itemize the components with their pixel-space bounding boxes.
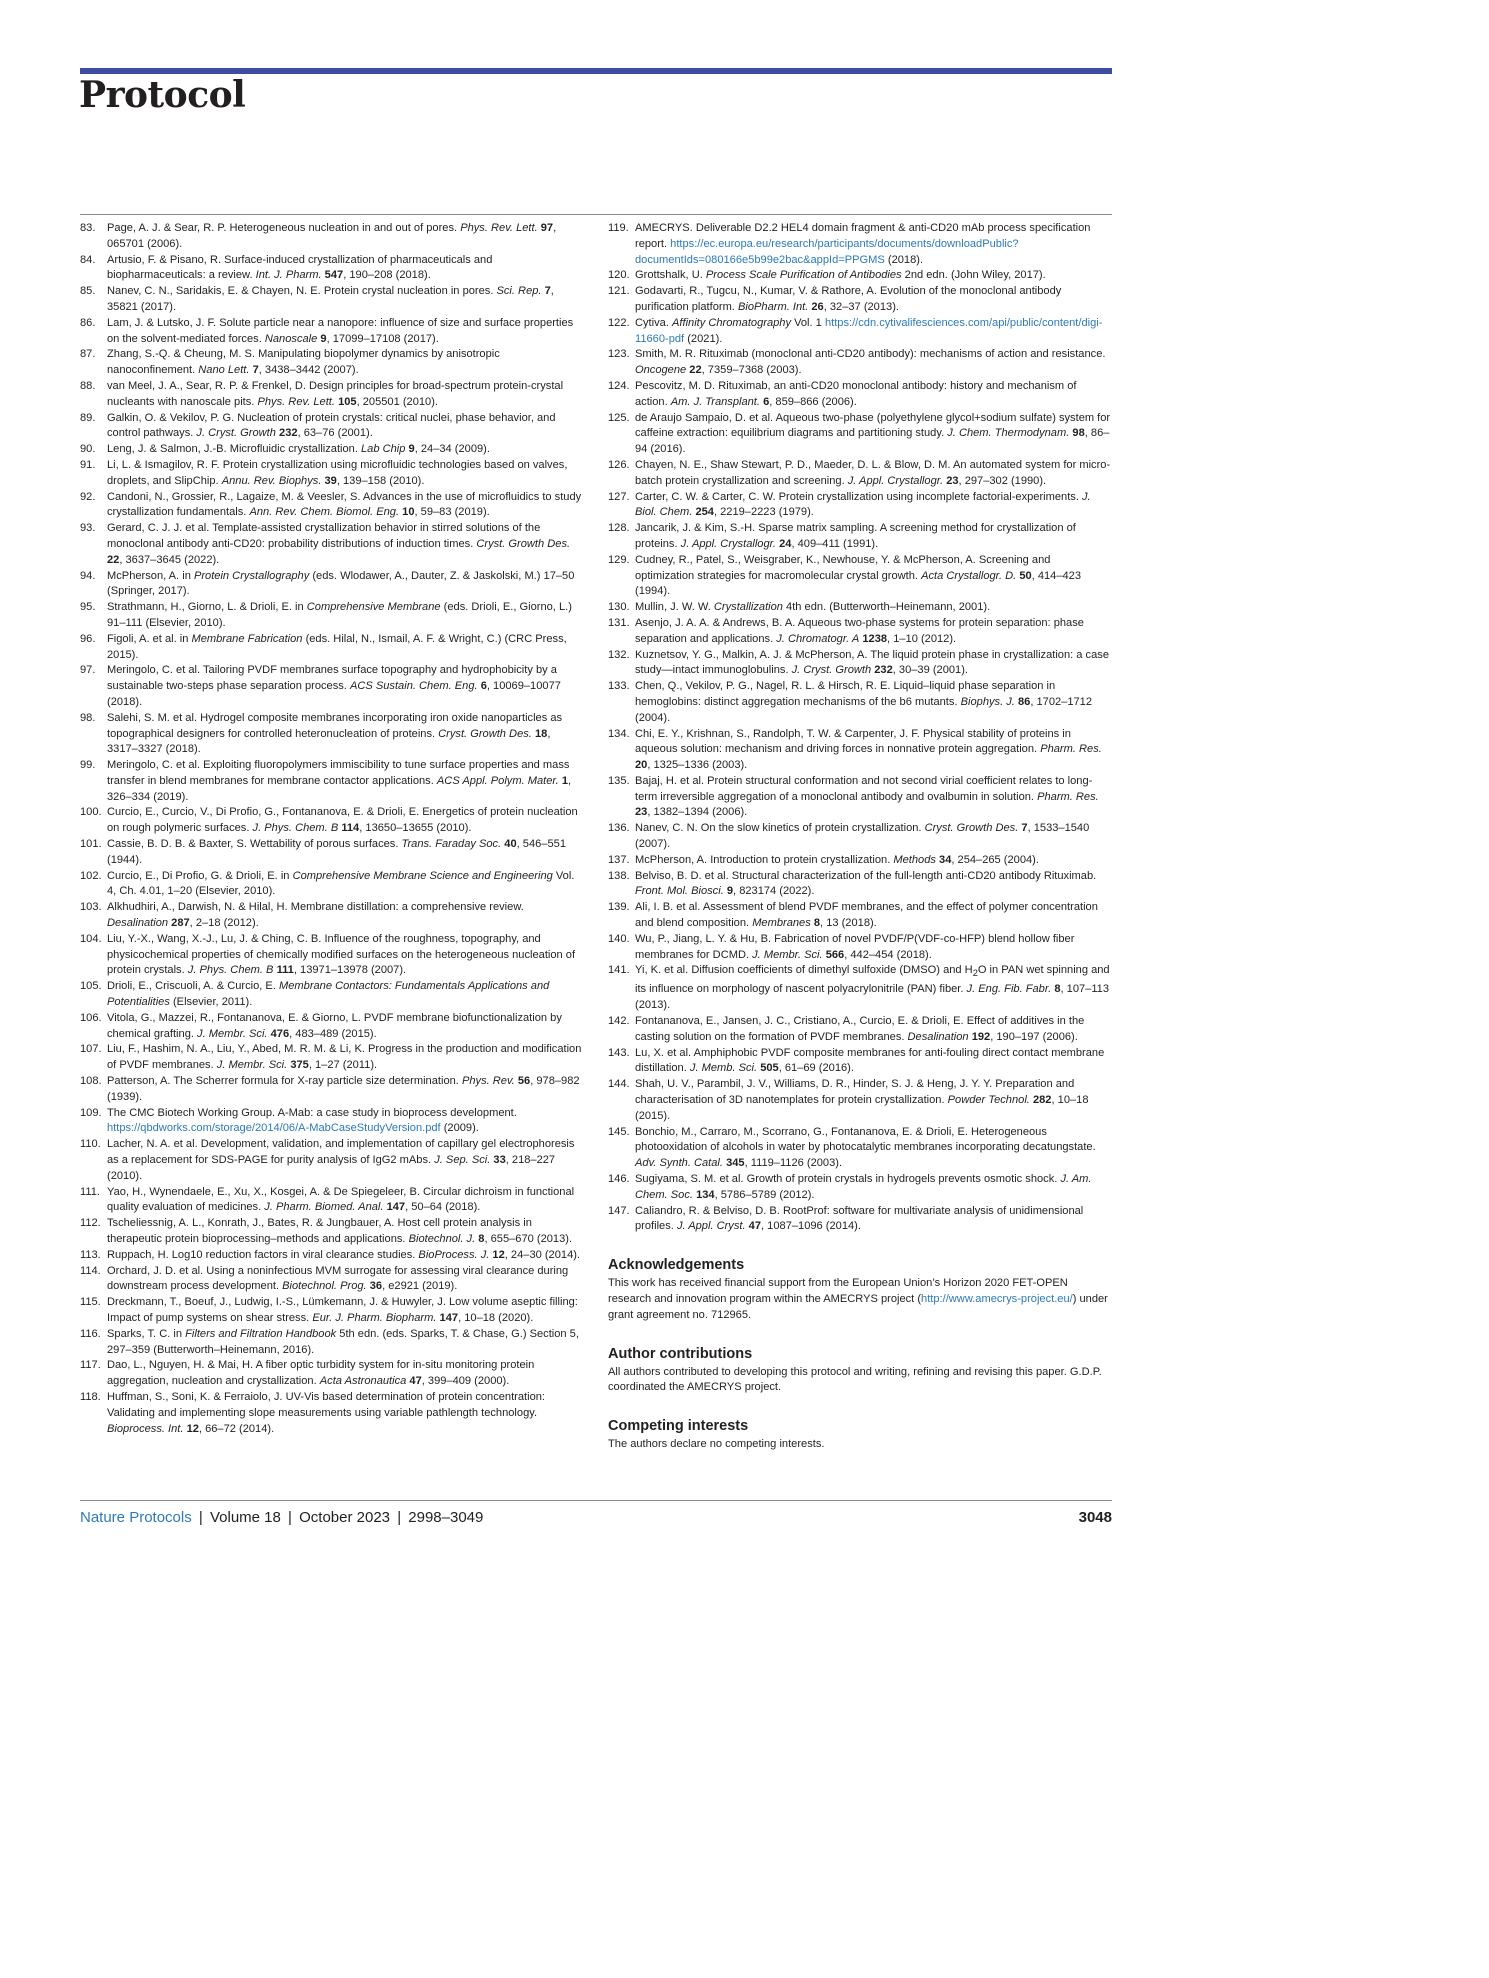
reference-item: [80, 347, 582, 379]
reference-item: [608, 869, 1112, 901]
author-contributions-section: [608, 1345, 1112, 1397]
top-divider: [80, 214, 1112, 215]
footer-volume: Volume 18: [209, 1509, 281, 1526]
reference-number: 99.: [80, 759, 96, 772]
reference-number: 97.: [80, 664, 96, 677]
references-right-column: [608, 221, 1112, 1453]
reference-url-link[interactable]: https://cdn.cytivalifesciences.com/api/public/content/digi-11660-pdf: [635, 316, 1103, 345]
reference-item: [608, 727, 1112, 774]
reference-number: 111.: [80, 1185, 100, 1198]
reference-number: 93.: [80, 522, 96, 535]
reference-text: Curcio, E., Curcio, V., Di Profio, G., Fontananova, E. & Drioli, E. Energetics of protein nucleation on rough polymeric surfaces. J. Phys. Chem. B 114, 13650–13655 (2010).: [107, 806, 578, 835]
reference-number: 146.: [608, 1173, 630, 1186]
reference-text: Carter, C. W. & Carter, C. W. Protein crystallization using incomplete factorial-experiments. J. Biol. Chem. 254, 2219–2223 (1979).: [635, 490, 1091, 519]
reference-number: 101.: [80, 838, 102, 851]
reference-text: Smith, M. R. Rituximab (monoclonal anti-CD20 antibody): mechanisms of action and resistance. Oncogene 22, 7359–7368 (2003).: [635, 348, 1106, 377]
reference-item: [80, 521, 582, 568]
reference-text: Belviso, B. D. et al. Structural characterization of the full-length anti-CD20 antibody Rituximab. Front. Mol. Biosci. 9, 823174 (2022).: [635, 869, 1097, 898]
reference-text: Sugiyama, S. M. et al. Growth of protein crystals in hydrogels prevents osmotic shock. J. Am. Chem. Soc. 134, 5786–5789 (2012).: [635, 1173, 1092, 1201]
reference-item: [608, 284, 1112, 316]
reference-item: [608, 1125, 1112, 1172]
reference-number: 105.: [80, 980, 102, 993]
reference-number: 126.: [608, 458, 630, 471]
reference-number: 87.: [80, 348, 96, 361]
reference-item: [608, 458, 1112, 490]
reference-number: 130.: [608, 601, 630, 614]
reference-number: 138.: [608, 869, 630, 882]
reference-text: Lacher, N. A. et al. Development, validation, and implementation of capillary gel electrophoresis as a replacement for SDS-PAGE for purity analysis of IgG2 mAbs. J. Sep. Sci. 33, 218–227 (2010).: [107, 1138, 575, 1182]
reference-number: 90.: [80, 443, 96, 456]
reference-item: [608, 490, 1112, 522]
reference-number: 107.: [80, 1043, 102, 1056]
reference-text: Chayen, N. E., Shaw Stewart, P. D., Maeder, D. L. & Blow, D. M. An automated system for micro-batch protein crystallization and screening. J. Appl. Crystallogr. 23, 297–302 (1990).: [635, 458, 1111, 487]
reference-item: [80, 1390, 582, 1437]
reference-item: [80, 253, 582, 285]
reference-text: Yi, K. et al. Diffusion coefficients of dimethyl sulfoxide (DMSO) and $H_2O$ in PAN wet spinning and its influence on morphology of nascent polyacrylonitrile (PAN) fiber. J. Eng. Fib. Fabr. 8, 107–113 (2013).: [635, 964, 1110, 1012]
reference-url-link[interactable]: https://qbdworks.com/storage/2014/06/A-MabCaseStudyVersion.pdf: [107, 1122, 441, 1135]
reference-item: [80, 758, 582, 805]
reference-text: McPherson, A. Introduction to protein crystallization. Methods 34, 254–265 (2004).: [635, 853, 1039, 866]
reference-text: Tscheliessnig, A. L., Konrath, J., Bates, R. & Jungbauer, A. Host cell protein analysis in therapeutic protein bioprocessing–methods and applications. Biotechnol. J. 8, 655–670 (2013).: [107, 1217, 573, 1245]
reference-number: 139.: [608, 901, 630, 914]
reference-item: [80, 900, 582, 932]
reference-number: 119.: [608, 222, 629, 234]
footer-citation: [80, 1509, 483, 1526]
reference-text: Zhang, S.-Q. & Cheung, M. S. Manipulating biopolymer dynamics by anisotropic nanoconfinement. Nano Lett. 7, 3438–3442 (2007).: [107, 348, 500, 377]
reference-item: [80, 1137, 582, 1184]
reference-item: [608, 600, 1112, 616]
reference-number: 89.: [80, 411, 96, 424]
reference-text: Nanev, C. N., Saridakis, E. & Chayen, N. E. Protein crystal nucleation in pores. Sci. Rep. 7, 35821 (2017).: [107, 285, 554, 313]
reference-number: 143.: [608, 1046, 630, 1059]
reference-number: 121.: [608, 285, 630, 298]
footer-separator: |: [288, 1509, 292, 1526]
reference-text: Page, A. J. & Sear, R. P. Heterogeneous nucleation in and out of pores. Phys. Rev. Lett. 97, 065701 (2006).: [107, 222, 557, 250]
reference-item: [608, 932, 1112, 964]
reference-item: [80, 1264, 582, 1296]
reference-item: [608, 268, 1112, 284]
reference-text: Caliandro, R. & Belviso, D. B. RootProf: software for multivariate analysis of unidimensional profiles. J. Appl. Cryst. 47, 1087–1096 (2014).: [635, 1204, 1084, 1233]
reference-item: [80, 490, 582, 522]
reference-text: Chi, E. Y., Krishnan, S., Randolph, T. W. & Carpenter, J. F. Physical stability of proteins in aqueous solution: mechanism and driving forces in nonnative protein aggregation. Pharm. Res. 20, 1325–1336 (2003).: [635, 727, 1102, 772]
reference-number: 122.: [608, 316, 630, 329]
reference-number: 86.: [80, 316, 96, 329]
reference-text: Liu, F., Hashim, N. A., Liu, Y., Abed, M. R. M. & Li, K. Progress in the production and modification of PVDF membranes. J. Membr. Sci. 375, 1–27 (2011).: [107, 1043, 582, 1072]
reference-text: Sparks, T. C. in Filters and Filtration Handbook 5th edn. (eds. Sparks, T. & Chase, G.) Section 5, 297–359 (Butterworth–Heinemann, 2016).: [107, 1327, 579, 1356]
reference-item: [608, 1172, 1112, 1204]
reference-number: 132.: [608, 648, 630, 661]
footer-separator: |: [397, 1509, 402, 1526]
reference-number: 116.: [80, 1327, 101, 1340]
reference-text: Jancarik, J. & Kim, S.-H. Sparse matrix sampling. A screening method for crystallization of proteins. J. Appl. Crystallogr. 24, 409–411 (1991).: [635, 522, 1076, 550]
reference-number: 115.: [80, 1296, 101, 1309]
reference-number: 103.: [80, 901, 102, 914]
author-contributions-heading: Author contributions: [608, 1345, 753, 1362]
reference-text: Cudney, R., Patel, S., Weisgraber, K., Newhouse, Y. & McPherson, A. Screening and optimization strategies for macromolecular crystal growth. Acta Crystallogr. D. 50, 414–423 (1994).: [635, 553, 1082, 598]
reference-text: Liu, Y.-X., Wang, X.-J., Lu, J. & Ching, C. B. Influence of the roughness, topography, and physicochemical properties of chemically modified surfaces on the heterogeneous nucleation of protein crystals. J. Phys. Chem. B 111, 13971–13978 (2007).: [107, 932, 576, 977]
reference-text: AMECRYS. Deliverable D2.2 HEL4 domain fragment & anti-CD20 mAb process specification report. https://ec.europa.eu/research/participants/documents/downloadPublic?documentIds=080166e5b99e2bac&appId=PPGMS (2018).: [635, 222, 1091, 266]
reference-text: Cytiva. Affinity Chromatography Vol. 1 https://cdn.cytivalifesciences.com/api/public/content/digi-11660-pdf (2021).: [635, 316, 1103, 345]
reference-number: 83.: [80, 222, 96, 234]
reference-number: 106.: [80, 1011, 102, 1024]
reference-item: [608, 1204, 1112, 1236]
reference-item: [80, 442, 582, 458]
reference-item: [608, 963, 1112, 1014]
reference-text: Drioli, E., Criscuoli, A. & Curcio, E. Membrane Contactors: Fundamentals Applications and Potentialities (Elsevier, 2011).: [107, 980, 550, 1009]
reference-number: 129.: [608, 553, 630, 566]
reference-item: [608, 379, 1112, 411]
reference-number: 113.: [80, 1248, 101, 1261]
reference-number: 84.: [80, 253, 96, 266]
bottom-divider: [80, 1500, 1112, 1501]
references-left-column: [80, 221, 582, 1437]
reference-text: Asenjo, J. A. A. & Andrews, B. A. Aqueous two-phase systems for protein separation: phase separation and applications. J. Chromatogr. A 1238, 1–10 (2012).: [635, 616, 1084, 645]
reference-text: Lu, X. et al. Amphiphobic PVDF composite membranes for anti-fouling direct contact membrane distillation. J. Memb. Sci. 505, 61–69 (2016).: [635, 1046, 1105, 1075]
reference-text: Dao, L., Nguyen, H. & Mai, H. A fiber optic turbidity system for in-situ monitoring protein aggregation, nucleation and crystallization. Acta Astronautica 47, 399–409 (2000).: [107, 1359, 535, 1388]
reference-item: [608, 648, 1112, 680]
reference-text: Wu, P., Jiang, L. Y. & Hu, B. Fabrication of novel PVDF/P(VDF-co-HFP) blend hollow fiber membranes for DCMD. J. Membr. Sci. 566, 442–454 (2018).: [635, 932, 1075, 961]
reference-number: 95.: [80, 601, 96, 614]
page-title: Protocol: [79, 74, 246, 116]
reference-text: Meringolo, C. et al. Tailoring PVDF membranes surface topography and hydrophobicity by a sustainable two-steps phase separation process. ACS Sustain. Chem. Eng. 6, 10069–10077 (2018).: [107, 664, 561, 708]
reference-item: [608, 316, 1112, 348]
reference-text: Patterson, A. The Scherrer formula for X-ray particle size determination. Phys. Rev. 56, 978–982 (1939).: [107, 1075, 580, 1103]
competing-interests-text: The authors declare no competing interests.: [608, 1438, 825, 1451]
reference-number: 100.: [80, 806, 102, 819]
reference-text: Salehi, S. M. et al. Hydrogel composite membranes incorporating iron oxide nanoparticles as topographical designers for controlled heteronucleation of proteins. Cryst. Growth Des. 18, 3317–3327 (2018).: [107, 711, 563, 756]
competing-interests-heading: Competing interests: [608, 1418, 749, 1435]
reference-item: [80, 1295, 582, 1327]
acknowledgements-heading: Acknowledgements: [608, 1257, 745, 1274]
reference-text: Leng, J. & Salmon, J.-B. Microfluidic crystallization. Lab Chip 9, 24–34 (2009).: [107, 443, 490, 456]
reference-text: Li, L. & Ismagilov, R. F. Protein crystallization using microfluidic technologies based on valves, droplets, and SlipChip. Annu. Rev. Biophys. 39, 139–158 (2010).: [107, 458, 568, 487]
reference-text: Huffman, S., Soni, K. & Ferraiolo, J. UV-Vis based determination of protein concentration: Validating and implementing slope measurements using variable pathlength technology. Bioprocess. Int. 12, 66–72 (2014).: [107, 1390, 546, 1435]
reference-text: Pescovitz, M. D. Rituximab, an anti-CD20 monoclonal antibody: history and mechanism of action. Am. J. Transplant. 6, 859–866 (2006).: [635, 379, 1077, 408]
reference-number: 144.: [608, 1078, 630, 1091]
reference-number: 135.: [608, 774, 630, 787]
reference-number: 94.: [80, 569, 96, 582]
reference-item: [608, 1077, 1112, 1124]
reference-item: [608, 221, 1112, 268]
reference-item: [608, 553, 1112, 600]
competing-interests-section: [608, 1417, 1112, 1453]
reference-item: [80, 1216, 582, 1248]
reference-number: 88.: [80, 379, 96, 392]
reference-number: 91.: [80, 458, 96, 471]
reference-item: [80, 600, 582, 632]
reference-text: Vitola, G., Mazzei, R., Fontananova, E. & Giorno, L. PVDF membrane biofunctionalization by chemical grafting. J. Membr. Sci. 476, 483–489 (2015).: [107, 1011, 562, 1040]
reference-text: Bonchio, M., Carraro, M., Scorrano, G., Fontananova, E. & Drioli, E. Heterogeneous photooxidation of alcohols in water by photocatalytic membranes incorporating decatungstate. Adv. Synth. Catal. 345, 1119–1126 (2003).: [635, 1125, 1096, 1170]
page-number: 3048: [1078, 1509, 1112, 1526]
reference-item: [608, 616, 1112, 648]
reference-item: [608, 679, 1112, 726]
reference-text: van Meel, J. A., Sear, R. P. & Frenkel, D. Design principles for broad-spectrum protein-crystal nucleants with nanoscale pits. Phys. Rev. Lett. 105, 205501 (2010).: [107, 379, 564, 408]
reference-item: [608, 821, 1112, 853]
reference-number: 114.: [80, 1264, 101, 1277]
reference-number: 85.: [80, 285, 96, 298]
reference-item: [80, 632, 582, 664]
reference-number: 124.: [608, 379, 630, 392]
reference-item: [608, 347, 1112, 379]
reference-item: [80, 1358, 582, 1390]
footer-date: October 2023: [299, 1509, 391, 1526]
reference-number: 133.: [608, 680, 630, 693]
reference-number: 131.: [608, 616, 630, 629]
reference-number: 112.: [80, 1217, 101, 1230]
reference-text: Mullin, J. W. W. Crystallization 4th edn. (Butterworth–Heinemann, 2001).: [635, 601, 991, 614]
reference-number: 117.: [80, 1359, 101, 1372]
reference-item: [80, 284, 582, 316]
reference-number: 109.: [80, 1106, 102, 1119]
reference-text: Gerard, C. J. J. et al. Template-assisted crystallization behavior in stirred solutions of the monoclonal antibody anti-CD20: probability distributions of induction times. Cryst. Growth Des. 22, 3637–3645 (2022).: [107, 522, 571, 566]
reference-number: 142.: [608, 1015, 630, 1028]
reference-item: [80, 458, 582, 490]
reference-item: [80, 379, 582, 411]
reference-text: Orchard, J. D. et al. Using a noninfectious MVM surrogate for assessing viral clearance during downstream process development. Biotechnol. Prog. 36, e2921 (2019).: [107, 1264, 569, 1293]
reference-text: de Araujo Sampaio, D. et al. Aqueous two-phase (polyethylene glycol+sodium sulfate) system for caffeine extraction: equilibrium diagrams and partitioning study. J. Chem. Thermodynam. 98, 86–94 (2016).: [635, 411, 1111, 456]
reference-item: [80, 1185, 582, 1217]
reference-number: 118.: [80, 1390, 101, 1403]
author-contributions-text: All authors contributed to developing this protocol and writing, refining and revising this paper. G.D.P. coordinated the AMECRYS project.: [608, 1365, 1102, 1394]
reference-number: 110.: [80, 1138, 101, 1151]
reference-text: Yao, H., Wynendaele, E., Xu, X., Kosgei, A. & De Spiegeleer, B. Circular dichroism in functional quality evaluation of medicines. J. Pharm. Biomed. Anal. 147, 50–64 (2018).: [107, 1185, 575, 1214]
reference-text: Dreckmann, T., Boeuf, J., Ludwig, I.-S., Lümkemann, J. & Huwyler, J. Low volume aseptic filling: Impact of pump systems on shear stress. Eur. J. Pharm. Biopharm. 147, 10–18 (2020).: [107, 1296, 578, 1324]
reference-item: [80, 711, 582, 758]
reference-text: Kuznetsov, Y. G., Malkin, A. J. & McPherson, A. The liquid protein phase in crystallization: a case study—intact immunoglobulins. J. Cryst. Growth 232, 30–39 (2001).: [635, 648, 1109, 677]
reference-text: Ali, I. B. et al. Assessment of blend PVDF membranes, and the effect of polymer concentration and blend composition. Membranes 8, 13 (2018).: [635, 901, 1098, 930]
footer-separator: |: [198, 1509, 203, 1526]
reference-number: 141.: [608, 964, 630, 977]
reference-item: [80, 805, 582, 837]
reference-item: [80, 1042, 582, 1074]
reference-item: [80, 869, 582, 901]
reference-item: [80, 221, 582, 253]
reference-number: 136.: [608, 822, 630, 835]
reference-text: Meringolo, C. et al. Exploiting fluoropolymers immiscibility to tune surface properties and mass transfer in blend membranes for membrane contactor applications. ACS Appl. Polym. Mater. 1, 326–334 (2019).: [107, 759, 572, 803]
reference-number: 96.: [80, 632, 96, 645]
reference-item: [80, 569, 582, 601]
reference-item: [608, 774, 1112, 821]
reference-text: The CMC Biotech Working Group. A-Mab: a case study in bioprocess development. https://qbdworks.com/storage/2014/06/A-MabCaseStudyVersion.pdf (2009).: [107, 1106, 517, 1135]
reference-number: 137.: [608, 853, 630, 866]
reference-number: 145.: [608, 1125, 630, 1138]
reference-item: [608, 1046, 1112, 1078]
reference-number: 147.: [608, 1204, 630, 1217]
reference-number: 127.: [608, 490, 630, 503]
reference-item: [80, 1011, 582, 1043]
reference-text: Candoni, N., Grossier, R., Lagaize, M. & Veesler, S. Advances in the use of microfluidics to study crystallization fundamentals. Ann. Rev. Chem. Biomol. Eng. 10, 59–83 (2019).: [107, 490, 582, 519]
reference-text: McPherson, A. in Protein Crystallography (eds. Wlodawer, A., Dauter, Z. & Jaskolski, M.) 17–50 (Springer, 2017).: [107, 569, 575, 598]
reference-url-link[interactable]: https://ec.europa.eu/research/participants/documents/downloadPublic?documentIds=080166e5b99e2bac&appId=PPGMS: [635, 237, 1019, 266]
reference-number: 108.: [80, 1075, 102, 1088]
reference-item: [80, 979, 582, 1011]
reference-item: [80, 837, 582, 869]
reference-text: Artusio, F. & Pisano, R. Surface-induced crystallization of pharmaceuticals and biopharmaceuticals: a review. Int. J. Pharm. 547, 190–208 (2018).: [107, 253, 493, 282]
reference-text: Strathmann, H., Giorno, L. & Drioli, E. in Comprehensive Membrane (eds. Drioli, E., Giorno, L.) 91–111 (Elsevier, 2010).: [107, 601, 572, 629]
reference-text: Shah, U. V., Parambil, J. V., Williams, D. R., Hinder, S. J. & Heng, J. Y. Y. Preparation and characterisation of 3D nanotemplates for protein crystallization. Powder Technol. 282, 10–18 (2015).: [635, 1078, 1089, 1122]
reference-item: [80, 1327, 582, 1359]
reference-number: 92.: [80, 490, 96, 503]
reference-item: [608, 900, 1112, 932]
reference-url-link[interactable]: http://www.amecrys-project.eu/: [921, 1293, 1073, 1306]
reference-item: [80, 932, 582, 979]
reference-item: [80, 411, 582, 443]
reference-number: 120.: [608, 269, 630, 282]
reference-number: 128.: [608, 522, 630, 535]
reference-text: Alkhudhiri, A., Darwish, N. & Hilal, H. Membrane distillation: a comprehensive review. Desalination 287, 2–18 (2012).: [107, 901, 524, 930]
footer-journal-link[interactable]: Nature Protocols: [80, 1509, 192, 1526]
reference-item: [80, 316, 582, 348]
reference-item: [80, 1074, 582, 1106]
reference-item: [80, 663, 582, 710]
reference-text: Figoli, A. et al. in Membrane Fabrication (eds. Hilal, N., Ismail, A. F. & Wright, C.) (CRC Press, 2015).: [107, 632, 567, 661]
reference-item: [608, 521, 1112, 553]
reference-number: 123.: [608, 348, 630, 361]
reference-text: Lam, J. & Lutsko, J. F. Solute particle near a nanopore: influence of size and surface properties on the solvent-mediated forces. Nanoscale 9, 17099–17108 (2017).: [107, 316, 574, 345]
reference-number: 98.: [80, 711, 96, 724]
reference-item: [608, 1014, 1112, 1046]
reference-text: Grottshalk, U. Process Scale Purification of Antibodies 2nd edn. (John Wiley, 2017).: [635, 269, 1046, 282]
reference-number: 104.: [80, 932, 102, 945]
reference-number: 134.: [608, 727, 630, 740]
reference-text: Nanev, C. N. On the slow kinetics of protein crystallization. Cryst. Growth Des. 7, 1533–1540 (2007).: [635, 822, 1090, 851]
reference-item: [608, 411, 1112, 458]
reference-text: Curcio, E., Di Profio, G. & Drioli, E. in Comprehensive Membrane Science and Engineering Vol. 4, Ch. 4.01, 1–20 (Elsevier, 2010).: [107, 869, 575, 898]
reference-item: [608, 853, 1112, 869]
reference-number: 102.: [80, 869, 102, 882]
reference-number: 140.: [608, 932, 630, 945]
reference-text: Fontananova, E., Jansen, J. C., Cristiano, A., Curcio, E. & Drioli, E. Effect of additives in the casting solution on the formation of PVDF membranes. Desalination 192, 190–197 (2006).: [635, 1015, 1085, 1043]
reference-text: Chen, Q., Vekilov, P. G., Nagel, R. L. & Hirsch, R. E. Liquid–liquid phase separation in hemoglobins: distinct aggregation mechanisms of the b6 mutants. Biophys. J. 86, 1702–1712 (2004).: [635, 680, 1093, 724]
reference-text: Godavarti, R., Tugcu, N., Kumar, V. & Rathore, A. Evolution of the monoclonal antibody purification platform. BioPharm. Int. 26, 32–37 (2013).: [635, 285, 1062, 313]
reference-item: [80, 1106, 582, 1138]
footer-pages: 2998–3049: [408, 1509, 484, 1526]
acknowledgements-section: [608, 1256, 1112, 1323]
reference-number: 125.: [608, 411, 630, 424]
reference-text: Cassie, B. D. B. & Baxter, S. Wettability of porous surfaces. Trans. Faraday Soc. 40, 546–551 (1944).: [107, 838, 566, 866]
reference-text: Ruppach, H. Log10 reduction factors in viral clearance studies. BioProcess. J. 12, 24–30 (2014).: [107, 1248, 581, 1261]
reference-item: [80, 1248, 582, 1264]
reference-text: Bajaj, H. et al. Protein structural conformation and not second virial coefficient relates to long-term irreversible aggregation of a monoclonal antibody and ovalbumin in solution. Pharm. Res. 23, 1382–1394 (2006).: [635, 774, 1099, 819]
acknowledgements-text: This work has received financial support from the European Union’s Horizon 2020 FET-OPEN research and innovation program within the AMECRYS project (http://www.amecrys-project.eu/) under grant agreement no. 712965.: [608, 1277, 1108, 1321]
reference-text: Galkin, O. & Vekilov, P. G. Nucleation of protein crystals: critical nuclei, phase behavior, and control pathways. J. Cryst. Growth 232, 63–76 (2001).: [107, 411, 556, 440]
